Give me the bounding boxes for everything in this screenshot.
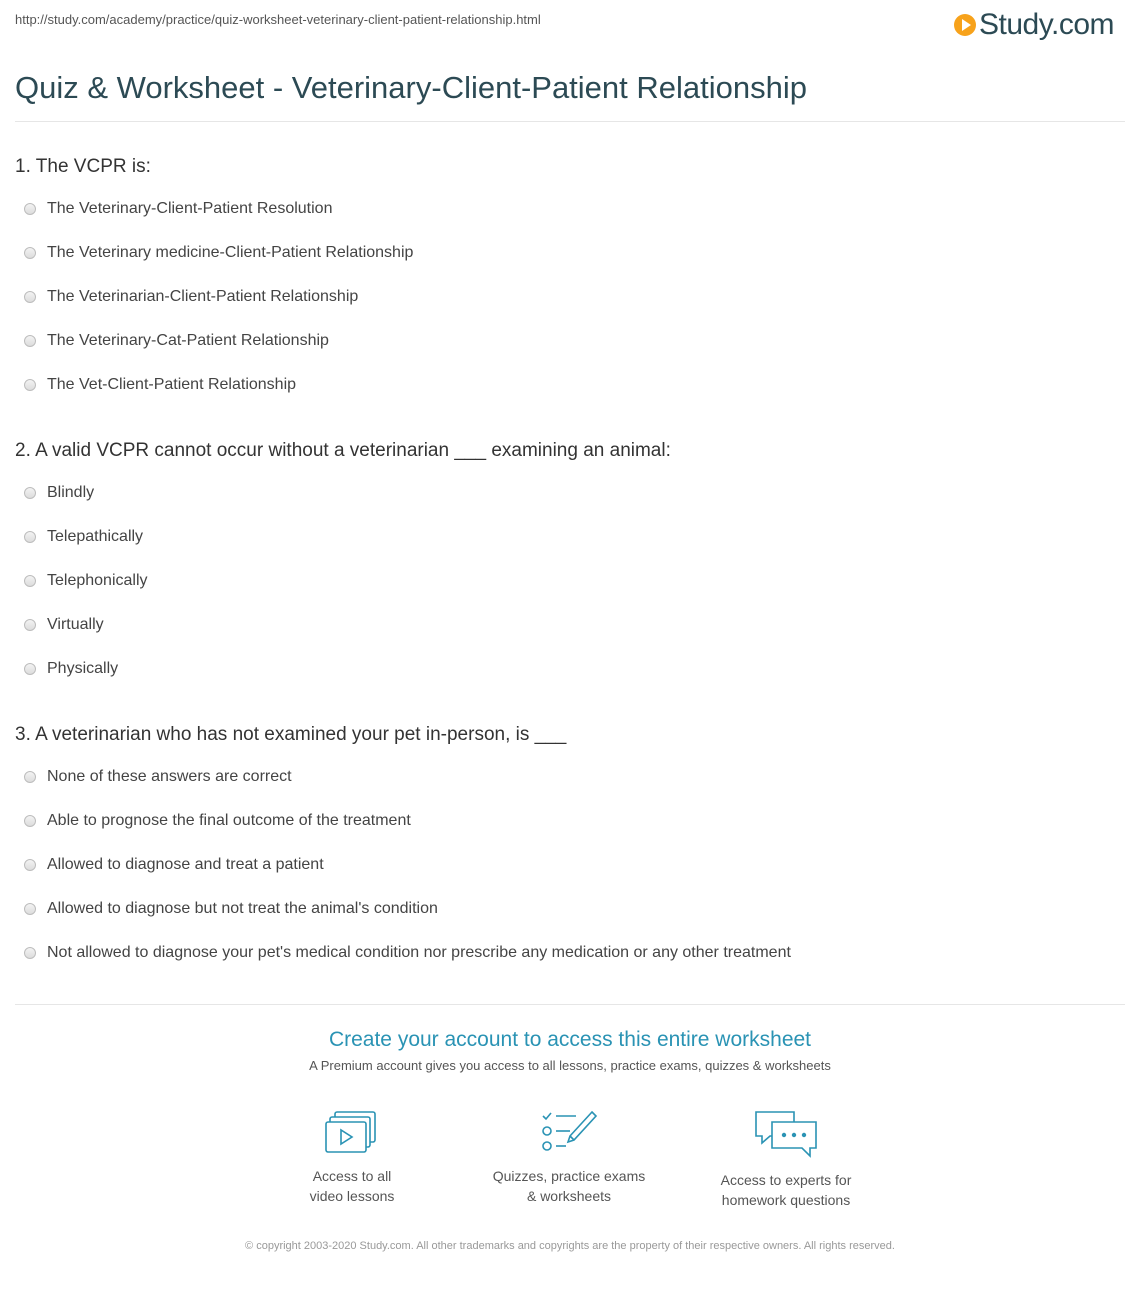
question-1: 1. The VCPR is: bbox=[15, 156, 151, 177]
page-title: Quiz & Worksheet - Veterinary-Client-Patient Relationship bbox=[15, 70, 807, 105]
question-3: 3. A veterinarian who has not examined your pet in-person, is ___ bbox=[15, 724, 567, 745]
q2-option-5[interactable] bbox=[24, 660, 118, 678]
option-label: Physically bbox=[47, 660, 119, 677]
option-label: Allowed to diagnose but not treat the animal's condition bbox=[47, 900, 438, 917]
radio-button[interactable] bbox=[24, 903, 36, 915]
feature-video-lessons bbox=[252, 1110, 452, 1206]
feature-quizzes bbox=[469, 1110, 669, 1206]
radio-button[interactable] bbox=[24, 575, 36, 587]
quiz-checklist-icon bbox=[540, 1110, 598, 1154]
radio-button[interactable] bbox=[24, 247, 36, 259]
radio-button[interactable] bbox=[24, 859, 36, 871]
option-label: Virtually bbox=[47, 616, 104, 633]
option-label: The Veterinary-Cat-Patient Relationship bbox=[47, 332, 329, 349]
feature-experts bbox=[686, 1110, 886, 1210]
promo-subtitle: A Premium account gives you access to all lessons, practice exams, quizzes & worksheets bbox=[309, 1058, 831, 1073]
create-account-link[interactable]: Create your account to access this entire worksheet bbox=[328, 1028, 812, 1051]
q3-option-2[interactable] bbox=[24, 812, 411, 830]
option-label: None of these answers are correct bbox=[47, 768, 292, 785]
radio-button[interactable] bbox=[24, 947, 36, 959]
radio-button[interactable] bbox=[24, 815, 36, 827]
option-label: Able to prognose the final outcome of the treatment bbox=[47, 812, 411, 829]
radio-button[interactable] bbox=[24, 619, 36, 631]
q1-option-3[interactable] bbox=[24, 288, 358, 306]
radio-button[interactable] bbox=[24, 203, 36, 215]
option-label: Blindly bbox=[47, 484, 95, 501]
title-divider bbox=[15, 121, 1125, 122]
chat-bubbles-icon bbox=[754, 1110, 818, 1158]
radio-button[interactable] bbox=[24, 771, 36, 783]
promo-divider bbox=[15, 1004, 1125, 1005]
option-label: The Veterinary medicine-Client-Patient Relationship bbox=[47, 244, 414, 261]
option-label: Not allowed to diagnose your pet's medical condition nor prescribe any medication or any other treatment bbox=[47, 944, 791, 961]
q3-option-3[interactable] bbox=[24, 856, 324, 874]
copyright-notice: © copyright 2003-2020 Study.com. All other trademarks and copyrights are the property of their respective owners. All rights reserved. bbox=[245, 1240, 895, 1252]
option-label: The Vet-Client-Patient Relationship bbox=[47, 376, 297, 393]
option-label: Allowed to diagnose and treat a patient bbox=[47, 856, 324, 873]
study-logo[interactable] bbox=[954, 8, 1114, 42]
q3-option-1[interactable] bbox=[24, 768, 292, 786]
q2-option-2[interactable] bbox=[24, 528, 143, 546]
option-label: The Veterinary-Client-Patient Resolution bbox=[47, 200, 333, 217]
play-logo-icon bbox=[954, 14, 976, 36]
q3-option-5[interactable] bbox=[24, 944, 791, 962]
q3-option-4[interactable] bbox=[24, 900, 438, 918]
q1-option-2[interactable] bbox=[24, 244, 413, 262]
q2-option-4[interactable] bbox=[24, 616, 104, 634]
radio-button[interactable] bbox=[24, 663, 36, 675]
option-label: Telepathically bbox=[47, 528, 144, 545]
page-url: http://study.com/academy/practice/quiz-worksheet-veterinary-client-patient-relationship.html bbox=[15, 12, 541, 27]
q1-option-1[interactable] bbox=[24, 200, 332, 218]
question-2: 2. A valid VCPR cannot occur without a veterinarian ___ examining an animal: bbox=[15, 440, 671, 461]
q1-option-5[interactable] bbox=[24, 376, 296, 394]
radio-button[interactable] bbox=[24, 379, 36, 391]
radio-button[interactable] bbox=[24, 531, 36, 543]
video-lessons-icon bbox=[325, 1110, 379, 1154]
option-label: Telephonically bbox=[47, 572, 148, 589]
logo-text: Study.com bbox=[979, 8, 1114, 41]
feature-label: Access to all video lessons bbox=[309, 1168, 395, 1204]
option-label: The Veterinarian-Client-Patient Relationship bbox=[47, 288, 359, 305]
q2-option-1[interactable] bbox=[24, 484, 94, 502]
feature-label: Quizzes, practice exams & worksheets bbox=[492, 1168, 646, 1204]
q2-option-3[interactable] bbox=[24, 572, 148, 590]
radio-button[interactable] bbox=[24, 335, 36, 347]
q1-option-4[interactable] bbox=[24, 332, 329, 350]
feature-label: Access to experts for homework questions bbox=[720, 1172, 852, 1208]
radio-button[interactable] bbox=[24, 291, 36, 303]
radio-button[interactable] bbox=[24, 487, 36, 499]
